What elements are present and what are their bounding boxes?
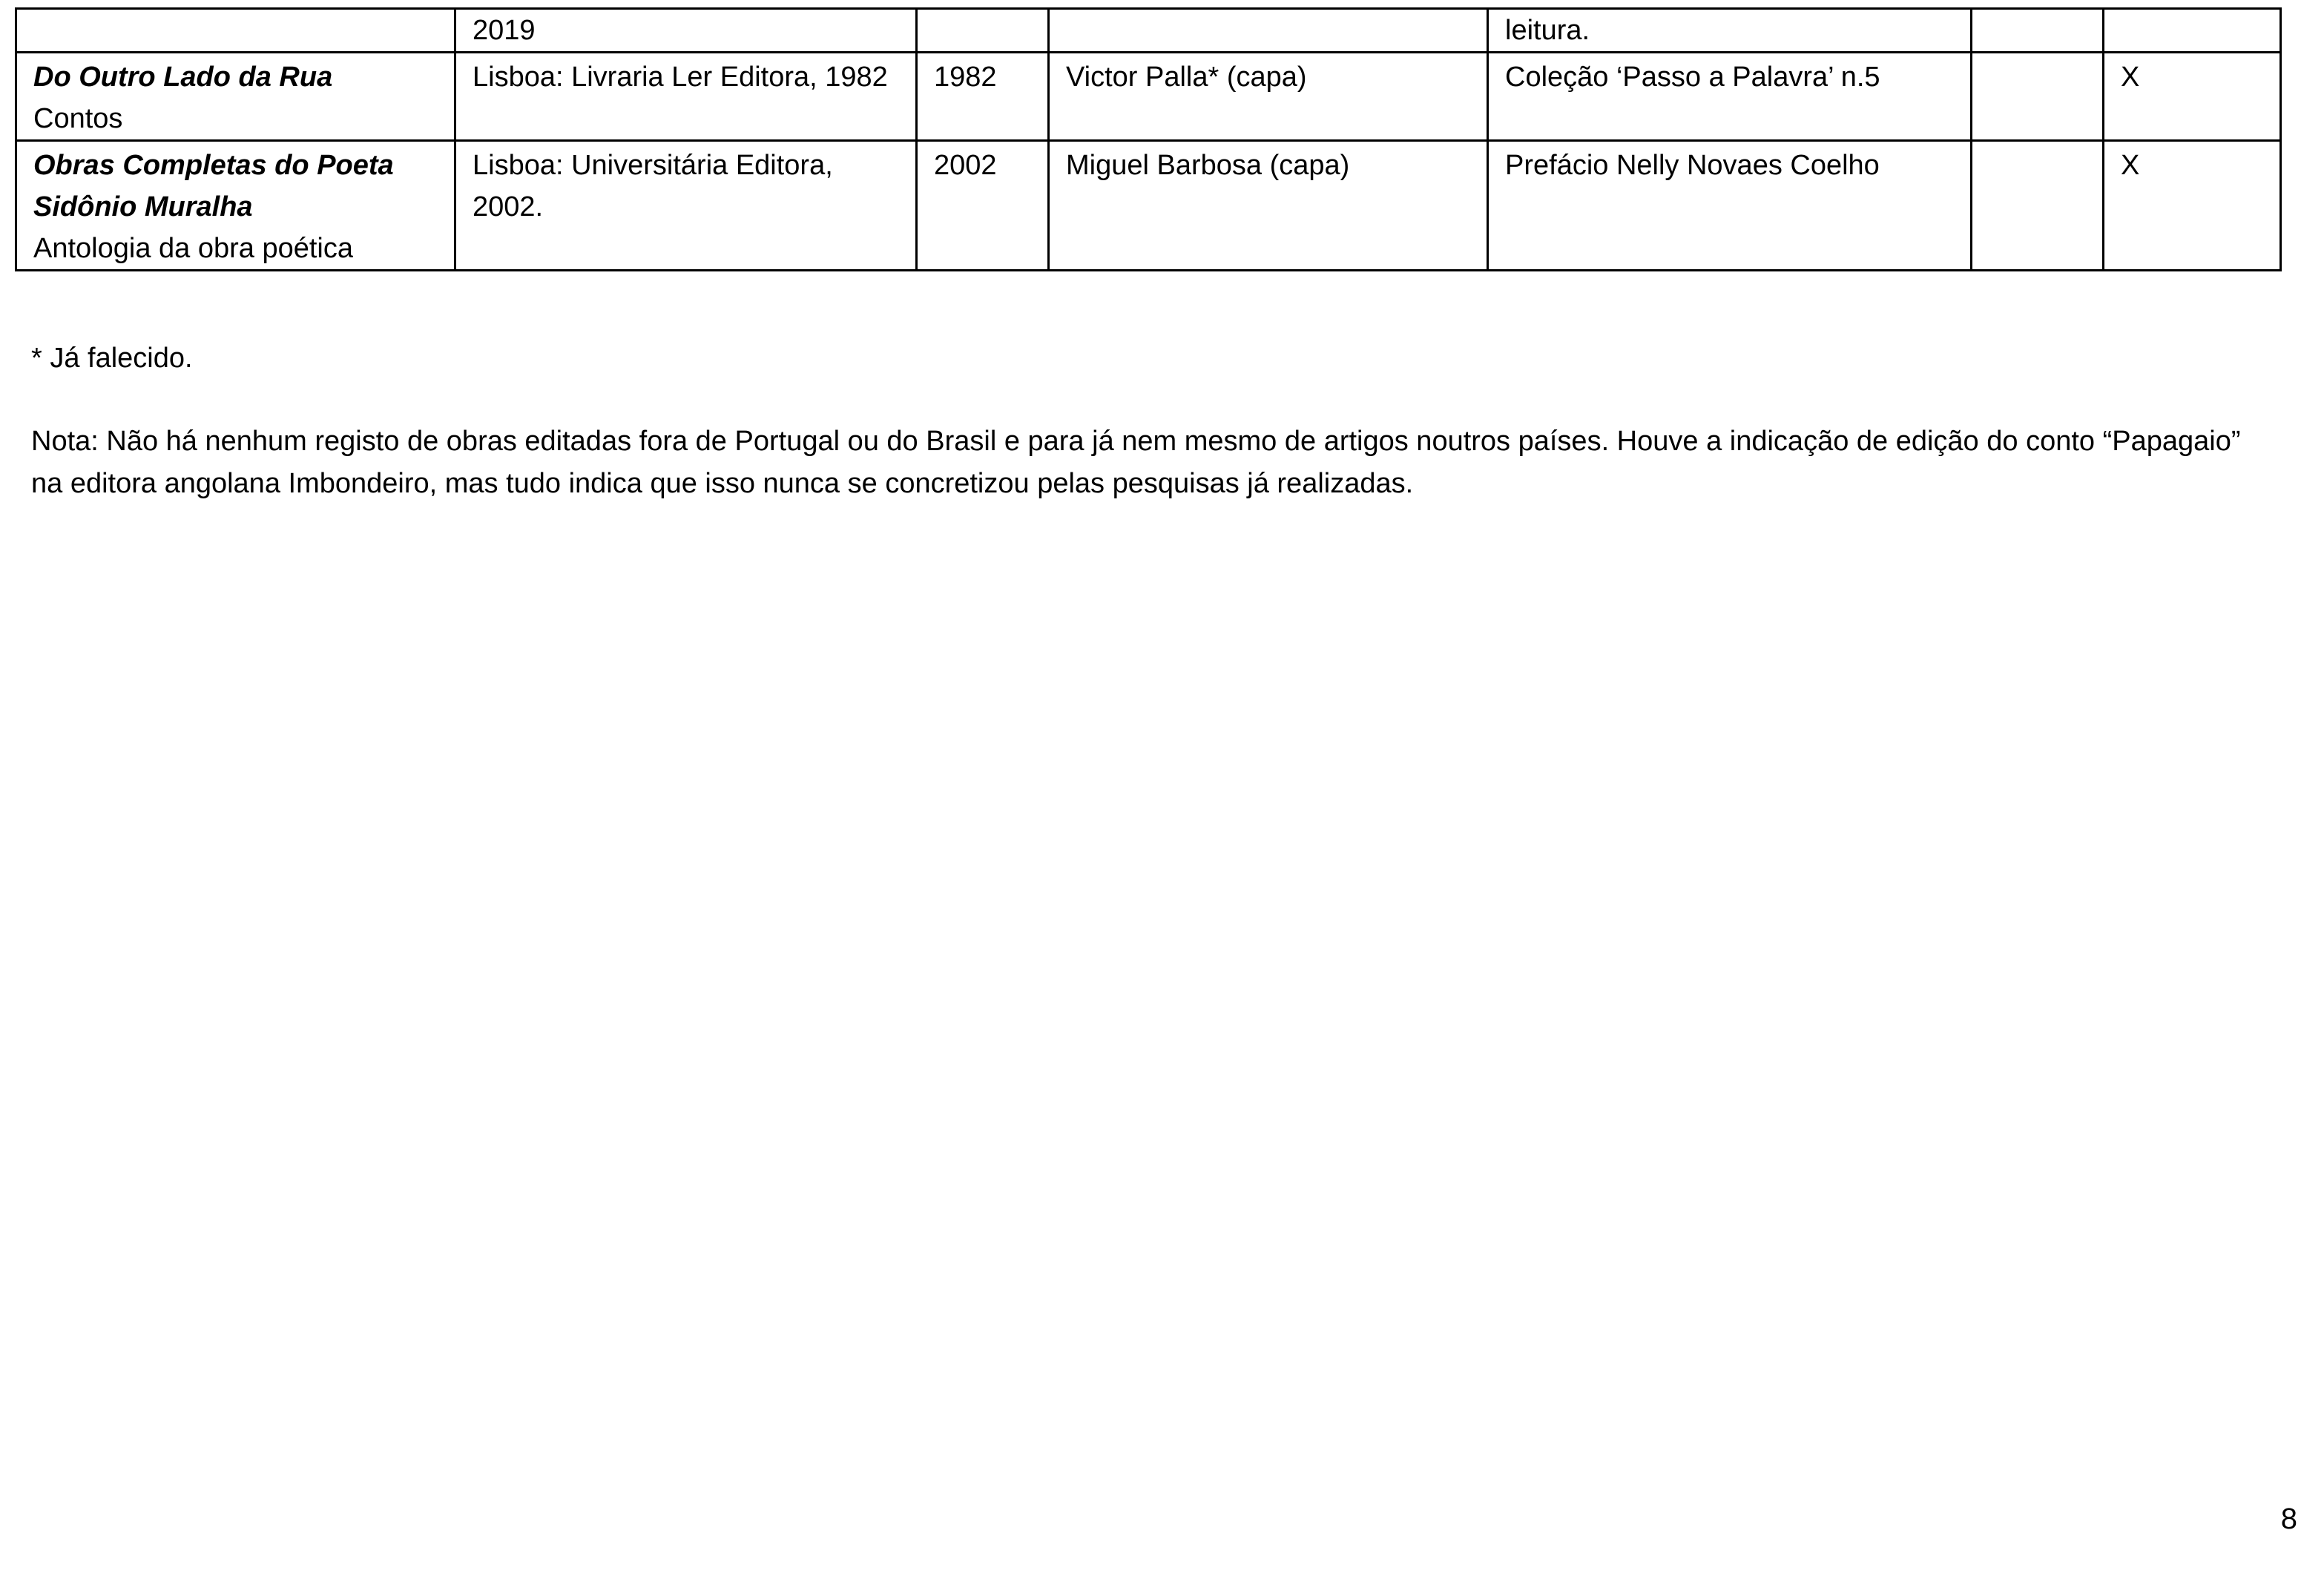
column-7-cell [1972, 141, 2104, 271]
publisher-cell: Lisboa: Universitária Editora, 2002. [455, 141, 917, 271]
work-genre: Antologia da obra poética [33, 233, 353, 264]
work-genre: Contos [33, 103, 123, 134]
year-cell [917, 9, 1049, 53]
column-8-cell: X [2104, 141, 2281, 271]
publisher-cell: Lisboa: Livraria Ler Editora, 1982 [455, 53, 917, 141]
title-cell [16, 9, 455, 53]
illustrator-cell [1049, 9, 1488, 53]
work-title: Obras Completas do Poeta Sidônio Muralha [33, 150, 394, 222]
table-row [16, 141, 2281, 271]
title-cell [16, 141, 455, 271]
table-row [16, 9, 2281, 53]
column-8-cell [2104, 9, 2281, 53]
note-paragraph: Nota: Não há nenhum registo de obras editadas fora de Portugal ou do Brasil e para já nem mesmo de artigos noutros países. Houve a indicação de edição do conto “Papagaio” na editora angolana Imbondeiro, mas tudo indica que isso nunca se concretizou pelas pesquisas já realizadas. [31, 426, 2241, 499]
column-8-cell: X [2104, 53, 2281, 141]
table-row [16, 53, 2281, 141]
notes-cell: leitura. [1488, 9, 1972, 53]
page-number: 8 [2280, 1503, 2297, 1535]
year-cell: 1982 [917, 53, 1049, 141]
footnote: * Já falecido. [31, 343, 193, 374]
illustrator-cell: Victor Palla* (capa) [1049, 53, 1488, 141]
column-7-cell [1972, 9, 2104, 53]
illustrator-cell: Miguel Barbosa (capa) [1049, 141, 1488, 271]
notes-cell: Coleção ‘Passo a Palavra’ n.5 [1488, 53, 1972, 141]
publisher-cell: 2019 [455, 9, 917, 53]
notes-cell: Prefácio Nelly Novaes Coelho [1488, 141, 1972, 271]
column-7-cell [1972, 53, 2104, 141]
title-cell [16, 53, 455, 141]
year-cell: 2002 [917, 141, 1049, 271]
bibliography-table [15, 7, 2282, 271]
work-title: Do Outro Lado da Rua [33, 62, 333, 93]
